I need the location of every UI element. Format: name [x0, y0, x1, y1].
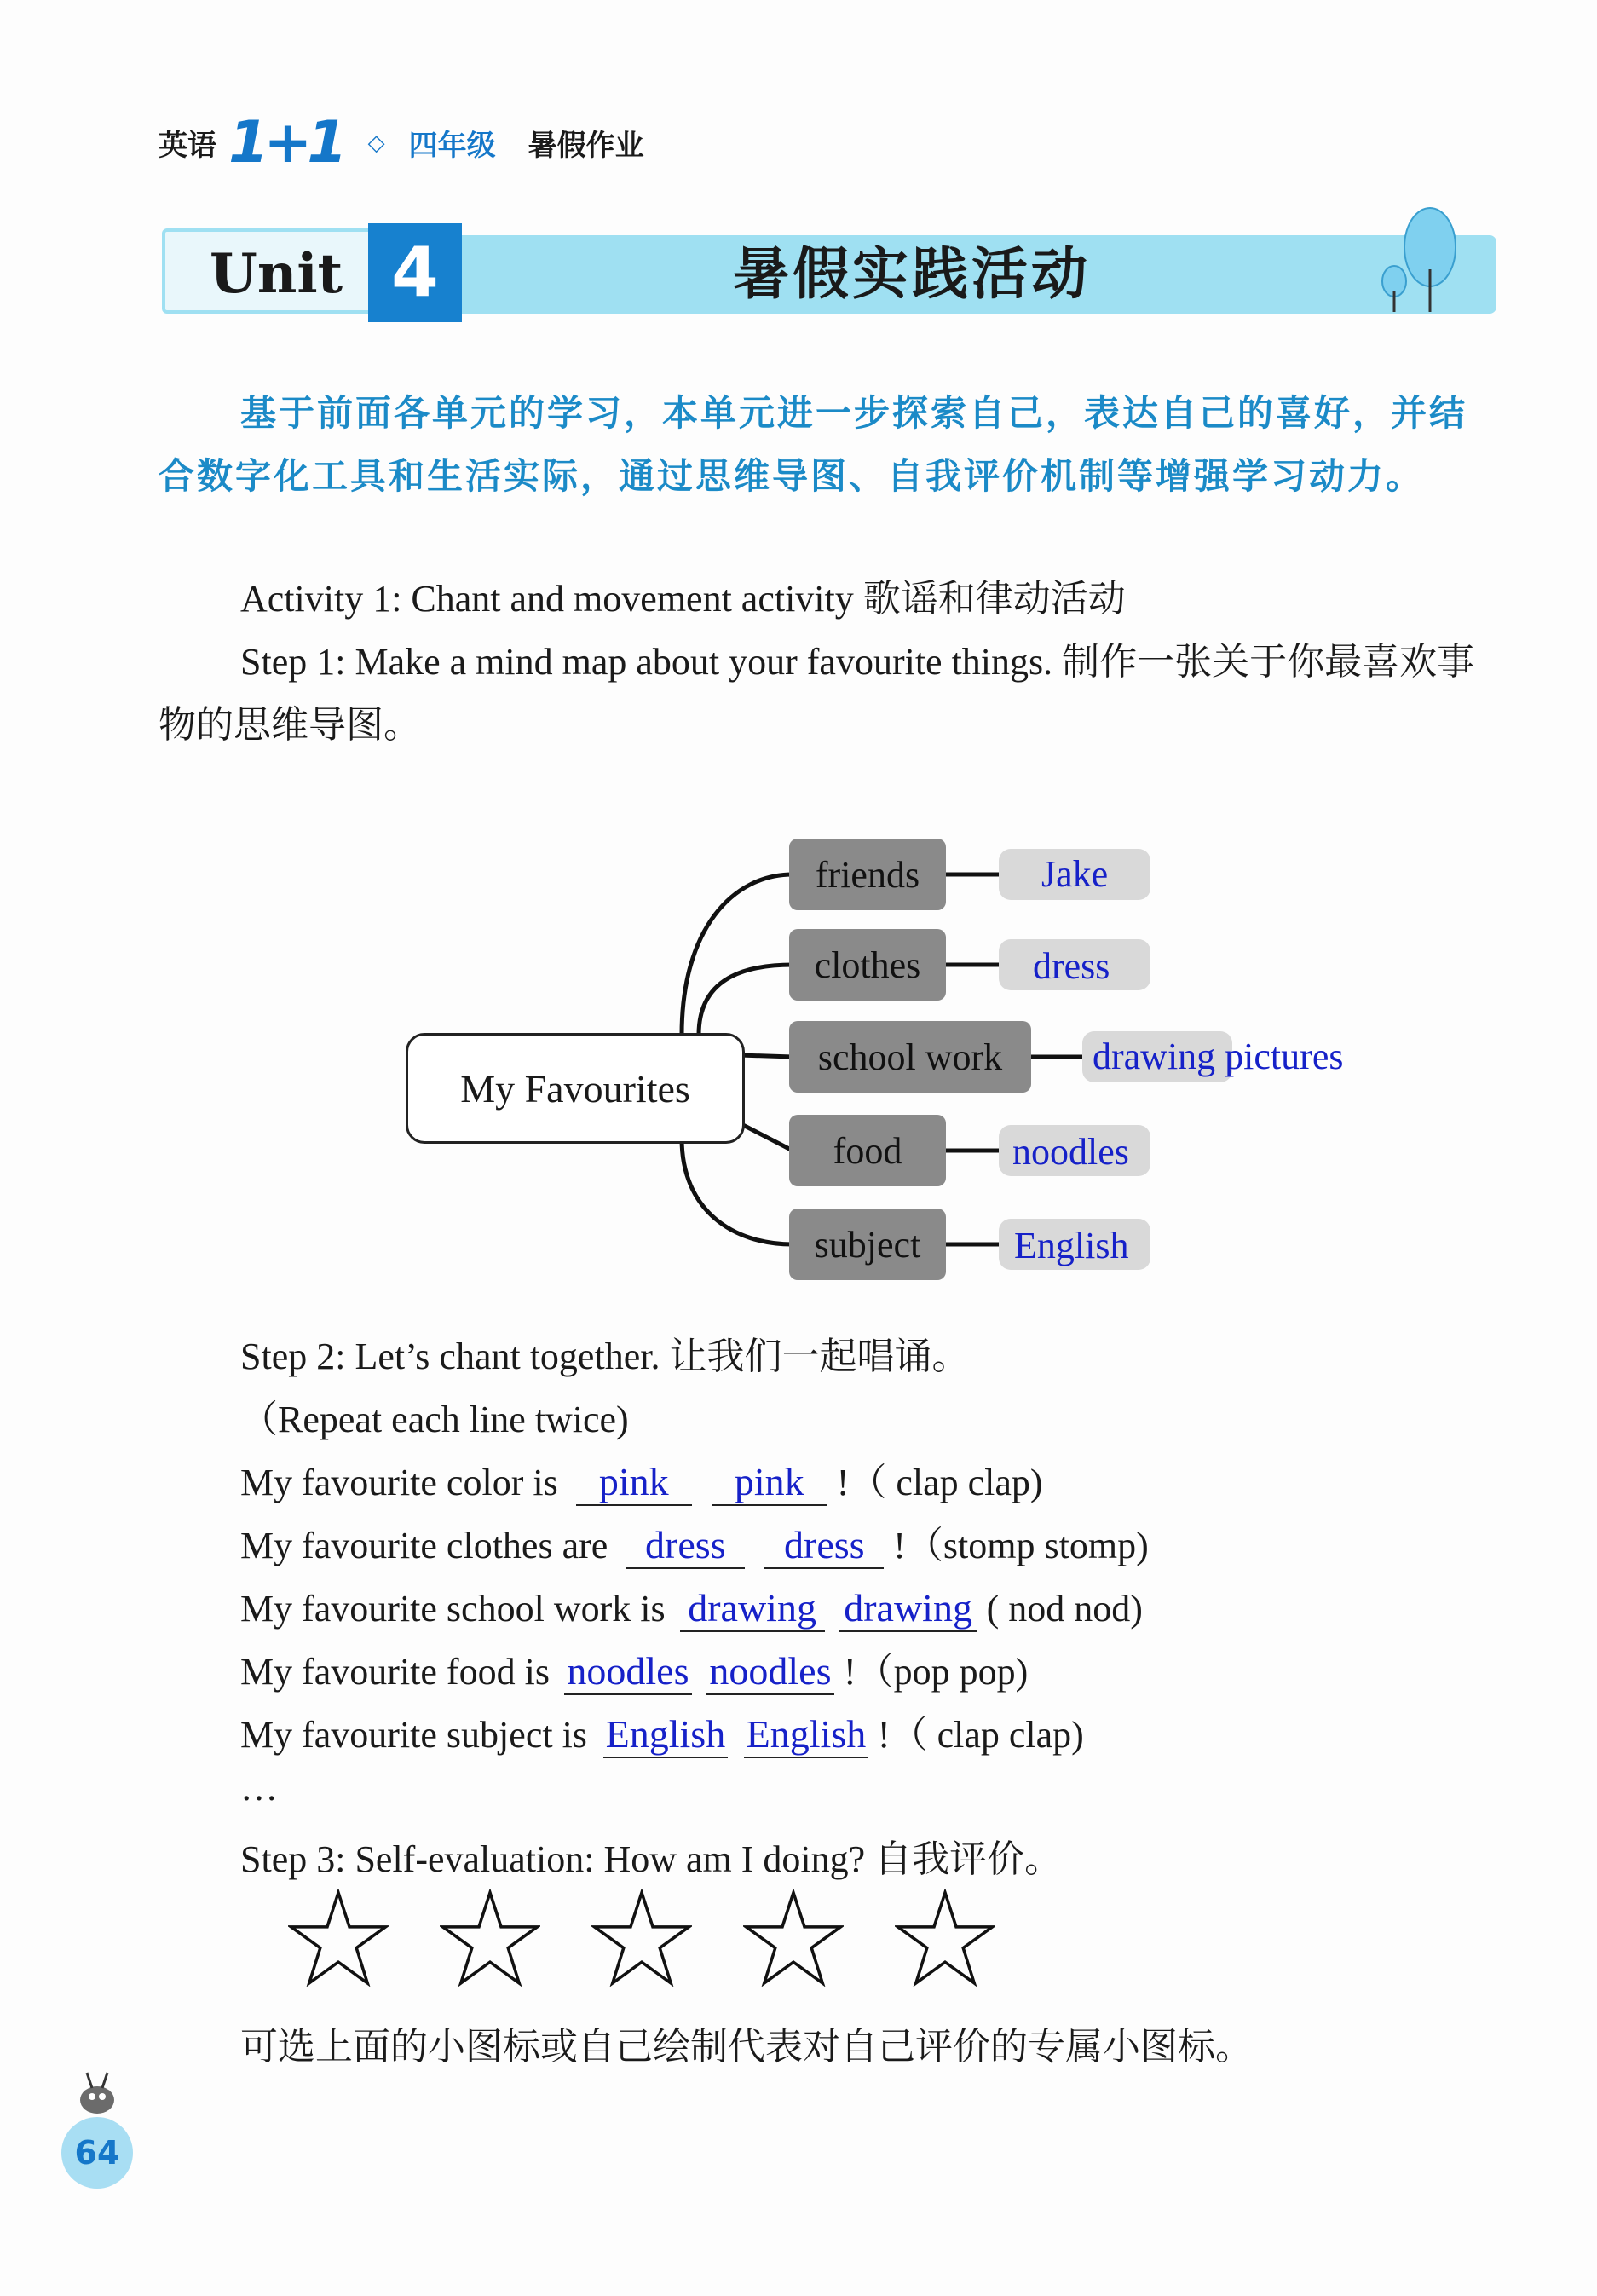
chant-line — [240, 1584, 1143, 1635]
step2-text: Step 2: Let’s chant together. 让我们一起唱诵。 — [240, 1335, 970, 1377]
mind-map-node-food: food — [789, 1115, 946, 1186]
star-rating[interactable] — [288, 1889, 995, 1989]
answer-blank: drawing — [680, 1586, 825, 1632]
page-number: 64 — [61, 2117, 133, 2189]
answer-blank: drawing — [839, 1586, 977, 1632]
chant-suffix: ( nod nod) — [986, 1588, 1143, 1630]
answer-blank: noodles — [564, 1649, 692, 1695]
step1-text: Step 1: Make a mind map about your favourite things. 制作一张关于你最喜欢事物的思维导图。 — [159, 641, 1475, 746]
mind-map-value-clothes: dress — [1033, 945, 1110, 987]
header-series: 暑假作业 — [528, 129, 644, 163]
unit-title: 暑假实践活动 — [733, 241, 1091, 307]
answer-blank: pink — [712, 1460, 827, 1506]
mind-map-node-friends: friends — [789, 839, 946, 910]
chant-prefix: My favourite food is — [240, 1651, 550, 1693]
mind-map-value-friends: Jake — [1041, 853, 1109, 895]
unit-intro: 基于前面各单元的学习，本单元进一步探索自己，表达自己的喜好，并结合数字化工具和生活实际，通过思维导图、自我评价机制等增强学习动力。 — [159, 392, 1468, 497]
step3-text: Step 3: Self-evaluation: How am I doing? 自我评价。 — [240, 1838, 1063, 1880]
star-icon[interactable] — [895, 1889, 995, 1989]
chant-prefix: My favourite subject is — [240, 1714, 587, 1756]
diamond-icon: ◇ — [367, 130, 385, 156]
mind-map-node-school-work: school work — [789, 1021, 1031, 1093]
star-icon[interactable] — [288, 1889, 389, 1989]
chant-suffix: !（pop pop) — [843, 1651, 1029, 1693]
chant-suffix: !（stomp stomp) — [893, 1525, 1149, 1566]
header-grade: 四年级 — [408, 129, 496, 163]
ellipsis: … — [240, 1767, 278, 1809]
chant-line — [240, 1520, 1149, 1572]
chant-line — [240, 1710, 1084, 1761]
unit-number: 4 — [368, 223, 462, 322]
chant-line — [240, 1457, 1043, 1509]
chant-prefix: My favourite color is — [240, 1462, 558, 1503]
brand-logo: 1+1 — [228, 109, 343, 176]
star-icon[interactable] — [743, 1889, 844, 1989]
chant-prefix: My favourite school work is — [240, 1588, 666, 1630]
activity-title: Activity 1: Chant and movement activity 歌谣和律动活动 — [240, 578, 1126, 620]
unit-label: Unit — [162, 228, 377, 314]
mind-map-value-subject: English — [1014, 1225, 1129, 1266]
chant-prefix: My favourite clothes are — [240, 1525, 608, 1566]
repeat-note: （Repeat each line twice) — [240, 1399, 629, 1440]
mascot-icon — [72, 2066, 123, 2117]
star-icon[interactable] — [591, 1889, 692, 1989]
mind-map-node-clothes: clothes — [789, 929, 946, 1001]
answer-blank: dress — [626, 1523, 745, 1569]
answer-blank: pink — [576, 1460, 692, 1506]
answer-blank: English — [603, 1712, 728, 1758]
chant-line — [240, 1647, 1028, 1698]
chant-suffix: !（ clap clap) — [836, 1462, 1043, 1503]
mind-map-node-subject: subject — [789, 1209, 946, 1280]
answer-blank: dress — [764, 1523, 884, 1569]
footer-note: 可选上面的小图标或自己绘制代表对自己评价的专属小图标。 — [240, 2026, 1253, 2068]
star-icon[interactable] — [440, 1889, 540, 1989]
mind-map-value-school-work: drawing pictures — [1093, 1036, 1344, 1077]
header-subject: 英语 — [159, 129, 216, 163]
mind-map-value-food: noodles — [1012, 1131, 1129, 1173]
answer-blank: noodles — [706, 1649, 834, 1695]
mind-map-center: My Favourites — [406, 1033, 745, 1144]
answer-blank: English — [744, 1712, 868, 1758]
chant-suffix: !（ clap clap) — [877, 1714, 1084, 1756]
